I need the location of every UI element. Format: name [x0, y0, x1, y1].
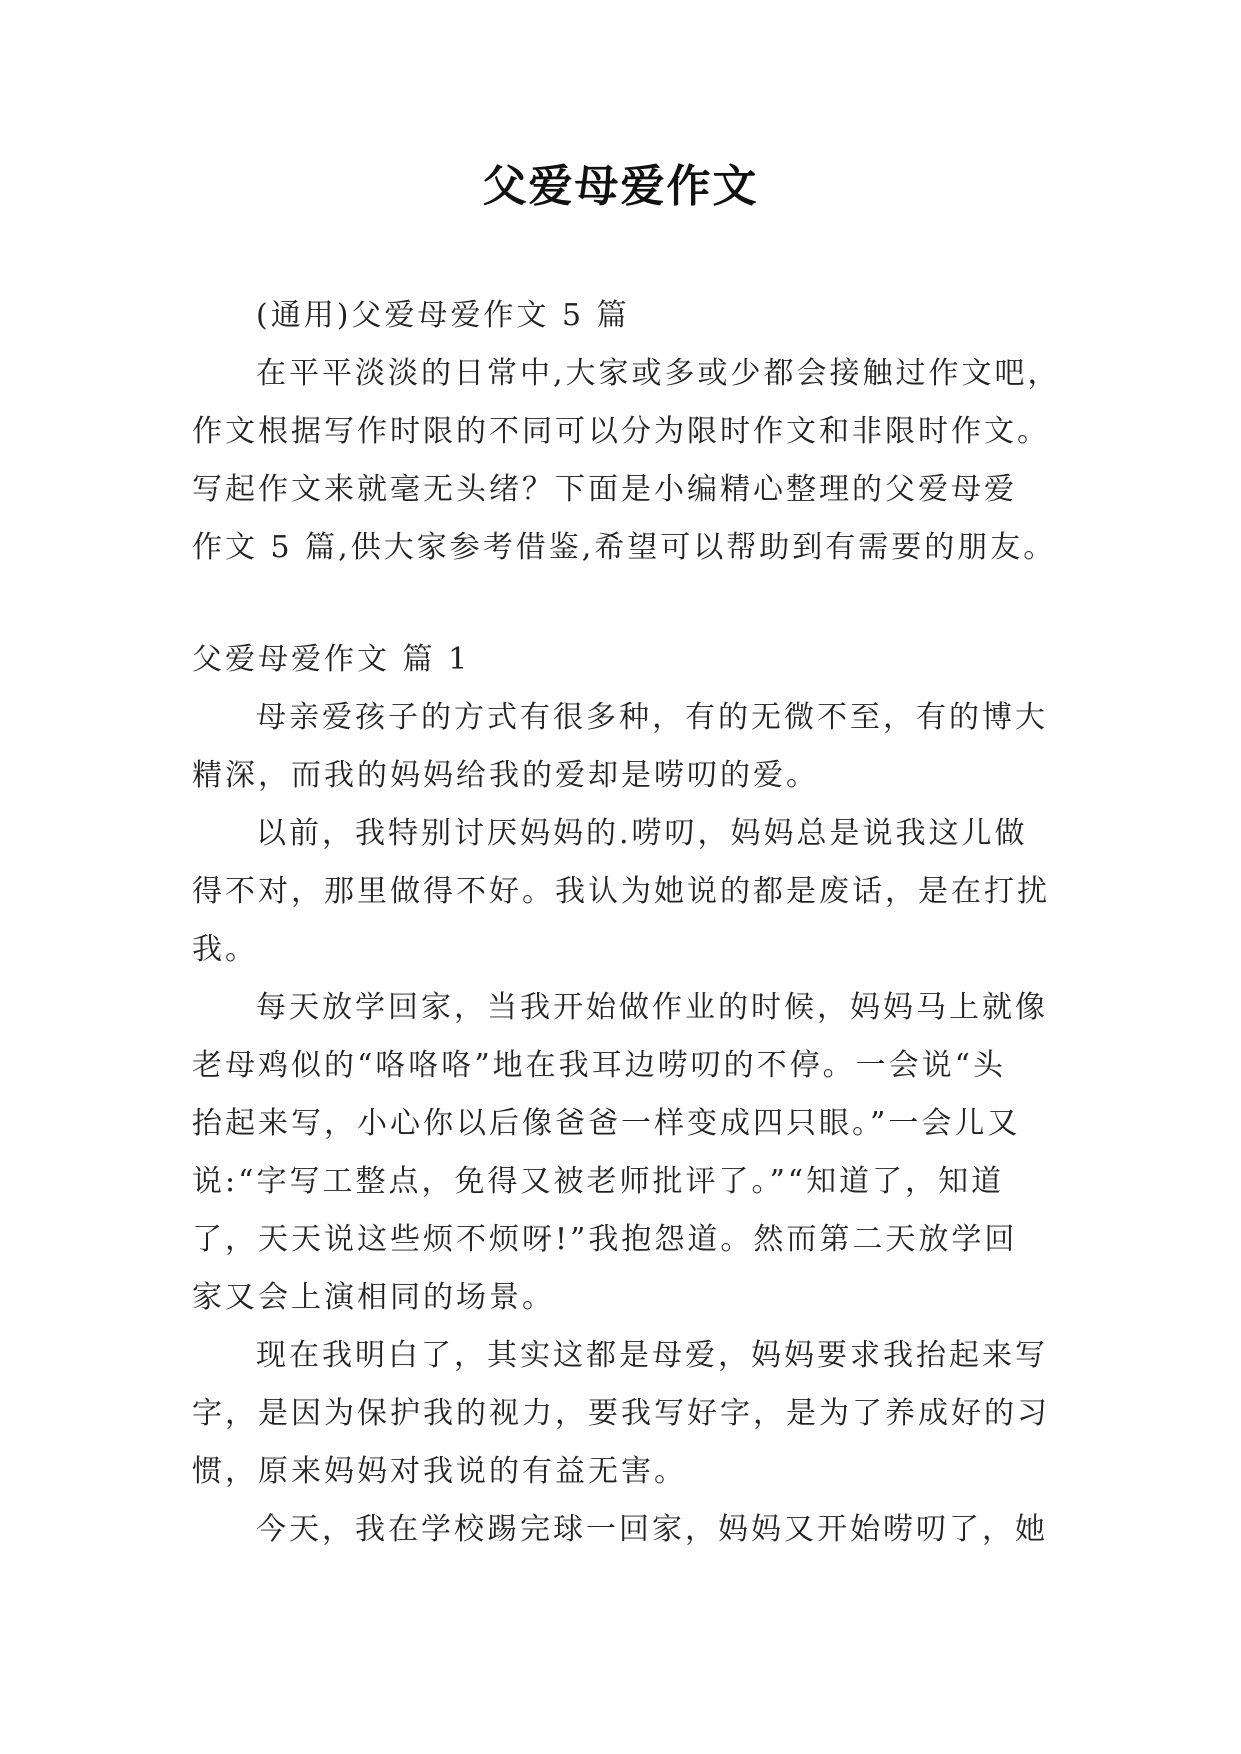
section-heading: 父爱母爱作文 篇 1: [192, 642, 471, 677]
document-title: 父爱母爱作文: [482, 161, 759, 212]
paragraph-line: 抬起来写，小心你以后像爸爸一样变成四只眼。”一会儿又: [192, 1106, 1021, 1141]
paragraph-line: 以前，我特别讨厌妈妈的.唠叨，妈妈总是说我这儿做: [256, 816, 1028, 851]
paragraph-line: 每天放学回家，当我开始做作业的时候，妈妈马上就像: [256, 990, 1048, 1025]
paragraph-line: 现在我明白了，其实这都是母爱，妈妈要求我抬起来写: [256, 1338, 1048, 1373]
intro-line-1: 在平平淡淡的日常中,大家或多或少都会接触过作文吧，: [256, 356, 1061, 391]
paragraph-line: 母亲爱孩子的方式有很多种，有的无微不至，有的博大: [256, 700, 1048, 735]
intro-line-3: 写起作文来就毫无头绪？下面是小编精心整理的父爱母爱: [192, 472, 1017, 507]
paragraph-line: 家又会上演相同的场景。: [192, 1280, 555, 1315]
paragraph-line: 字，是因为保护我的视力，要我写好字，是为了养成好的习: [192, 1396, 1050, 1431]
subtitle-line: (通用)父爱母爱作文 5 篇: [256, 298, 630, 333]
intro-line-2: 作文根据写作时限的不同可以分为限时作文和非限时作文。: [192, 414, 1050, 449]
paragraph-line: 得不对，那里做得不好。我认为她说的都是废话，是在打扰: [192, 874, 1050, 909]
paragraph-line: 今天，我在学校踢完球一回家，妈妈又开始唠叨了，她: [256, 1512, 1048, 1547]
paragraph-line: 惯，原来妈妈对我说的有益无害。: [192, 1454, 687, 1489]
paragraph-line: 老母鸡似的“咯咯咯”地在我耳边唠叨的不停。一会说“头: [192, 1048, 1007, 1083]
paragraph-line: 精深，而我的妈妈给我的爱却是唠叨的爱。: [192, 758, 819, 793]
paragraph-line: 了，天天说这些烦不烦呀!”我抱怨道。然而第二天放学回: [192, 1222, 1018, 1257]
intro-line-4: 作文 5 篇,供大家参考借鉴,希望可以帮助到有需要的朋友。: [192, 530, 1057, 565]
paragraph-line: 说:“字写工整点，免得又被老师批评了。”“知道了，知道: [192, 1164, 1005, 1199]
paragraph-line: 我。: [192, 932, 258, 967]
